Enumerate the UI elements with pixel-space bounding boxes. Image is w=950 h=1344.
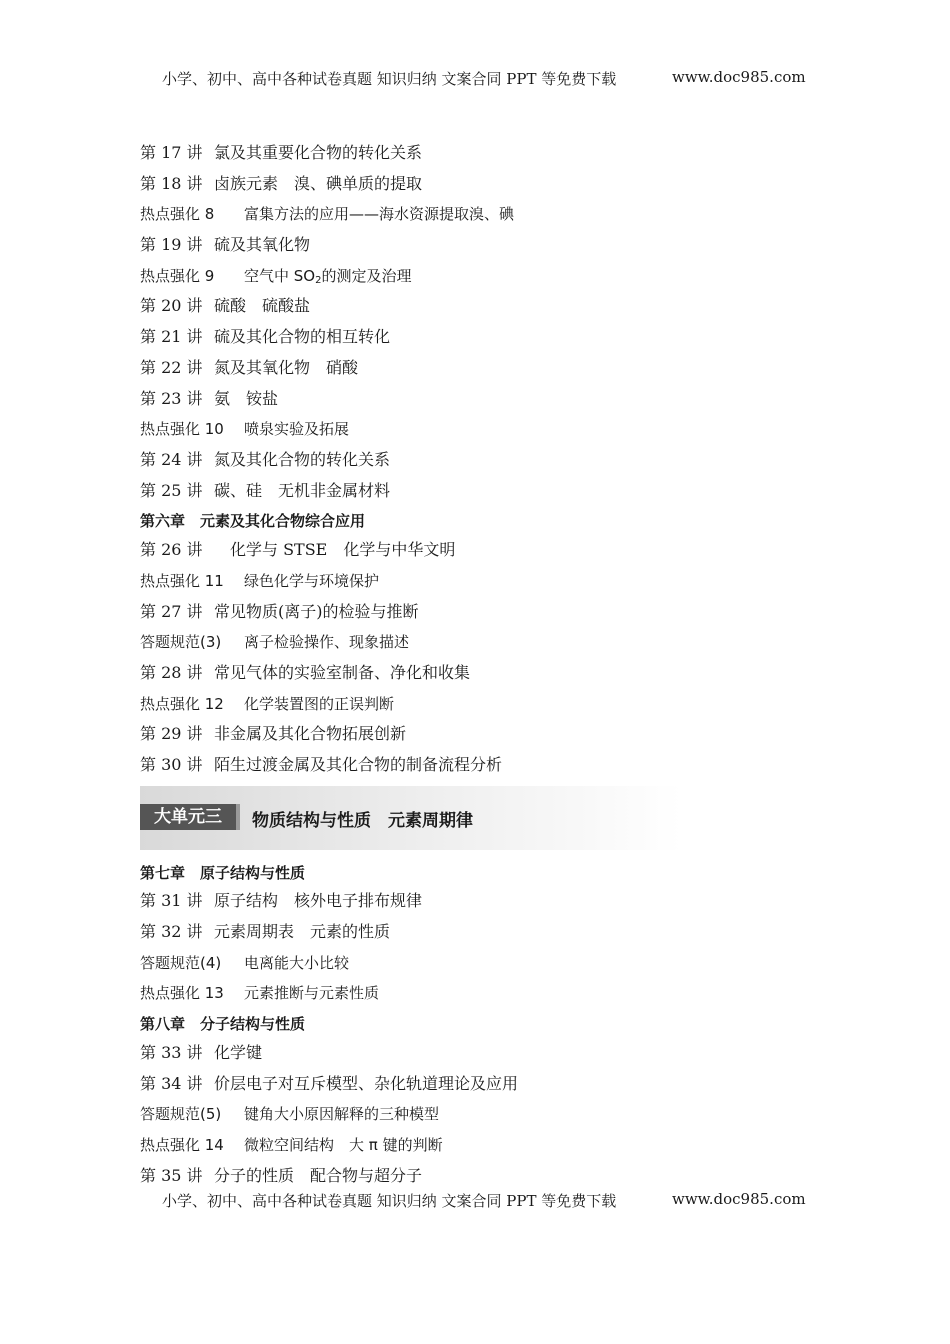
toc-entry[interactable]: 第 34 讲 价层电子对互斥模型、杂化轨道理论及应用 bbox=[140, 1074, 519, 1093]
unit-tag: 大单元三 bbox=[140, 804, 236, 830]
toc-entry-hotspot[interactable]: 热点强化 8 富集方法的应用——海水资源提取溴、碘 bbox=[140, 205, 515, 223]
page-footer bbox=[0, 1190, 950, 1212]
page-header bbox=[0, 68, 950, 90]
footer-url: www.doc985.com bbox=[672, 1190, 806, 1208]
toc-entry[interactable]: 第 28 讲 常见气体的实验室制备、净化和收集 bbox=[140, 663, 471, 682]
toc-entry[interactable]: 第 25 讲 碳、硅 无机非金属材料 bbox=[140, 481, 391, 500]
toc-entry[interactable]: 第 21 讲 硫及其化合物的相互转化 bbox=[140, 327, 391, 346]
toc-entry-answer-spec[interactable]: 答题规范(3) 离子检验操作、现象描述 bbox=[140, 633, 410, 651]
toc-entry[interactable]: 第 23 讲 氨 铵盐 bbox=[140, 389, 279, 408]
toc-chapter[interactable]: 第七章 原子结构与性质 bbox=[140, 864, 306, 882]
toc-entry-hotspot[interactable]: 热点强化 13 元素推断与元素性质 bbox=[140, 984, 380, 1002]
toc-entry[interactable]: 第 27 讲 常见物质(离子)的检验与推断 bbox=[140, 602, 419, 621]
toc-entry[interactable]: 第 32 讲 元素周期表 元素的性质 bbox=[140, 922, 391, 941]
toc-entry-answer-spec[interactable]: 答题规范(5) 键角大小原因解释的三种模型 bbox=[140, 1105, 440, 1123]
toc-entry[interactable]: 第 29 讲 非金属及其化合物拓展创新 bbox=[140, 724, 407, 743]
unit-tag-edge bbox=[236, 804, 240, 830]
toc-entry[interactable]: 第 26 讲 化学与 STSE 化学与中华文明 bbox=[140, 540, 456, 559]
unit-banner bbox=[140, 786, 682, 850]
toc-entry-hotspot[interactable]: 热点强化 14 微粒空间结构 大 π 键的判断 bbox=[140, 1136, 443, 1154]
toc-entry[interactable]: 第 31 讲 原子结构 核外电子排布规律 bbox=[140, 891, 423, 910]
toc-entry-hotspot[interactable]: 热点强化 12 化学装置图的正误判断 bbox=[140, 695, 395, 713]
toc-entry[interactable]: 第 22 讲 氮及其氧化物 硝酸 bbox=[140, 358, 359, 377]
toc-entry[interactable]: 第 19 讲 硫及其氧化物 bbox=[140, 235, 311, 254]
toc-entry[interactable]: 第 35 讲 分子的性质 配合物与超分子 bbox=[140, 1166, 423, 1185]
toc-chapter[interactable]: 第六章 元素及其化合物综合应用 bbox=[140, 512, 366, 530]
toc-entry-hotspot[interactable]: 热点强化 10 喷泉实验及拓展 bbox=[140, 420, 350, 438]
toc-entry[interactable]: 第 24 讲 氮及其化合物的转化关系 bbox=[140, 450, 391, 469]
toc-entry[interactable]: 第 33 讲 化学键 bbox=[140, 1043, 263, 1062]
unit-title[interactable]: 物质结构与性质 元素周期律 bbox=[252, 811, 473, 831]
toc-entry-answer-spec[interactable]: 答题规范(4) 电离能大小比较 bbox=[140, 954, 350, 972]
toc-chapter[interactable]: 第八章 分子结构与性质 bbox=[140, 1015, 306, 1033]
toc-entry[interactable]: 第 30 讲 陌生过渡金属及其化合物的制备流程分析 bbox=[140, 755, 503, 774]
toc-entry[interactable]: 第 17 讲 氯及其重要化合物的转化关系 bbox=[140, 143, 423, 162]
toc-entry-hotspot[interactable]: 热点强化 11 绿色化学与环境保护 bbox=[140, 572, 380, 590]
toc-entry-hotspot[interactable]: 热点强化 9 空气中 $SO_2$的测定及治理 bbox=[140, 267, 412, 286]
footer-text: 小学、初中、高中各种试卷真题 知识归纳 文案合同 PPT 等免费下载 bbox=[162, 1192, 617, 1210]
header-url: www.doc985.com bbox=[672, 68, 806, 86]
toc-entry[interactable]: 第 20 讲 硫酸 硫酸盐 bbox=[140, 296, 311, 315]
header-text: 小学、初中、高中各种试卷真题 知识归纳 文案合同 PPT 等免费下载 bbox=[162, 70, 617, 88]
toc-entry[interactable]: 第 18 讲 卤族元素 溴、碘单质的提取 bbox=[140, 174, 423, 193]
